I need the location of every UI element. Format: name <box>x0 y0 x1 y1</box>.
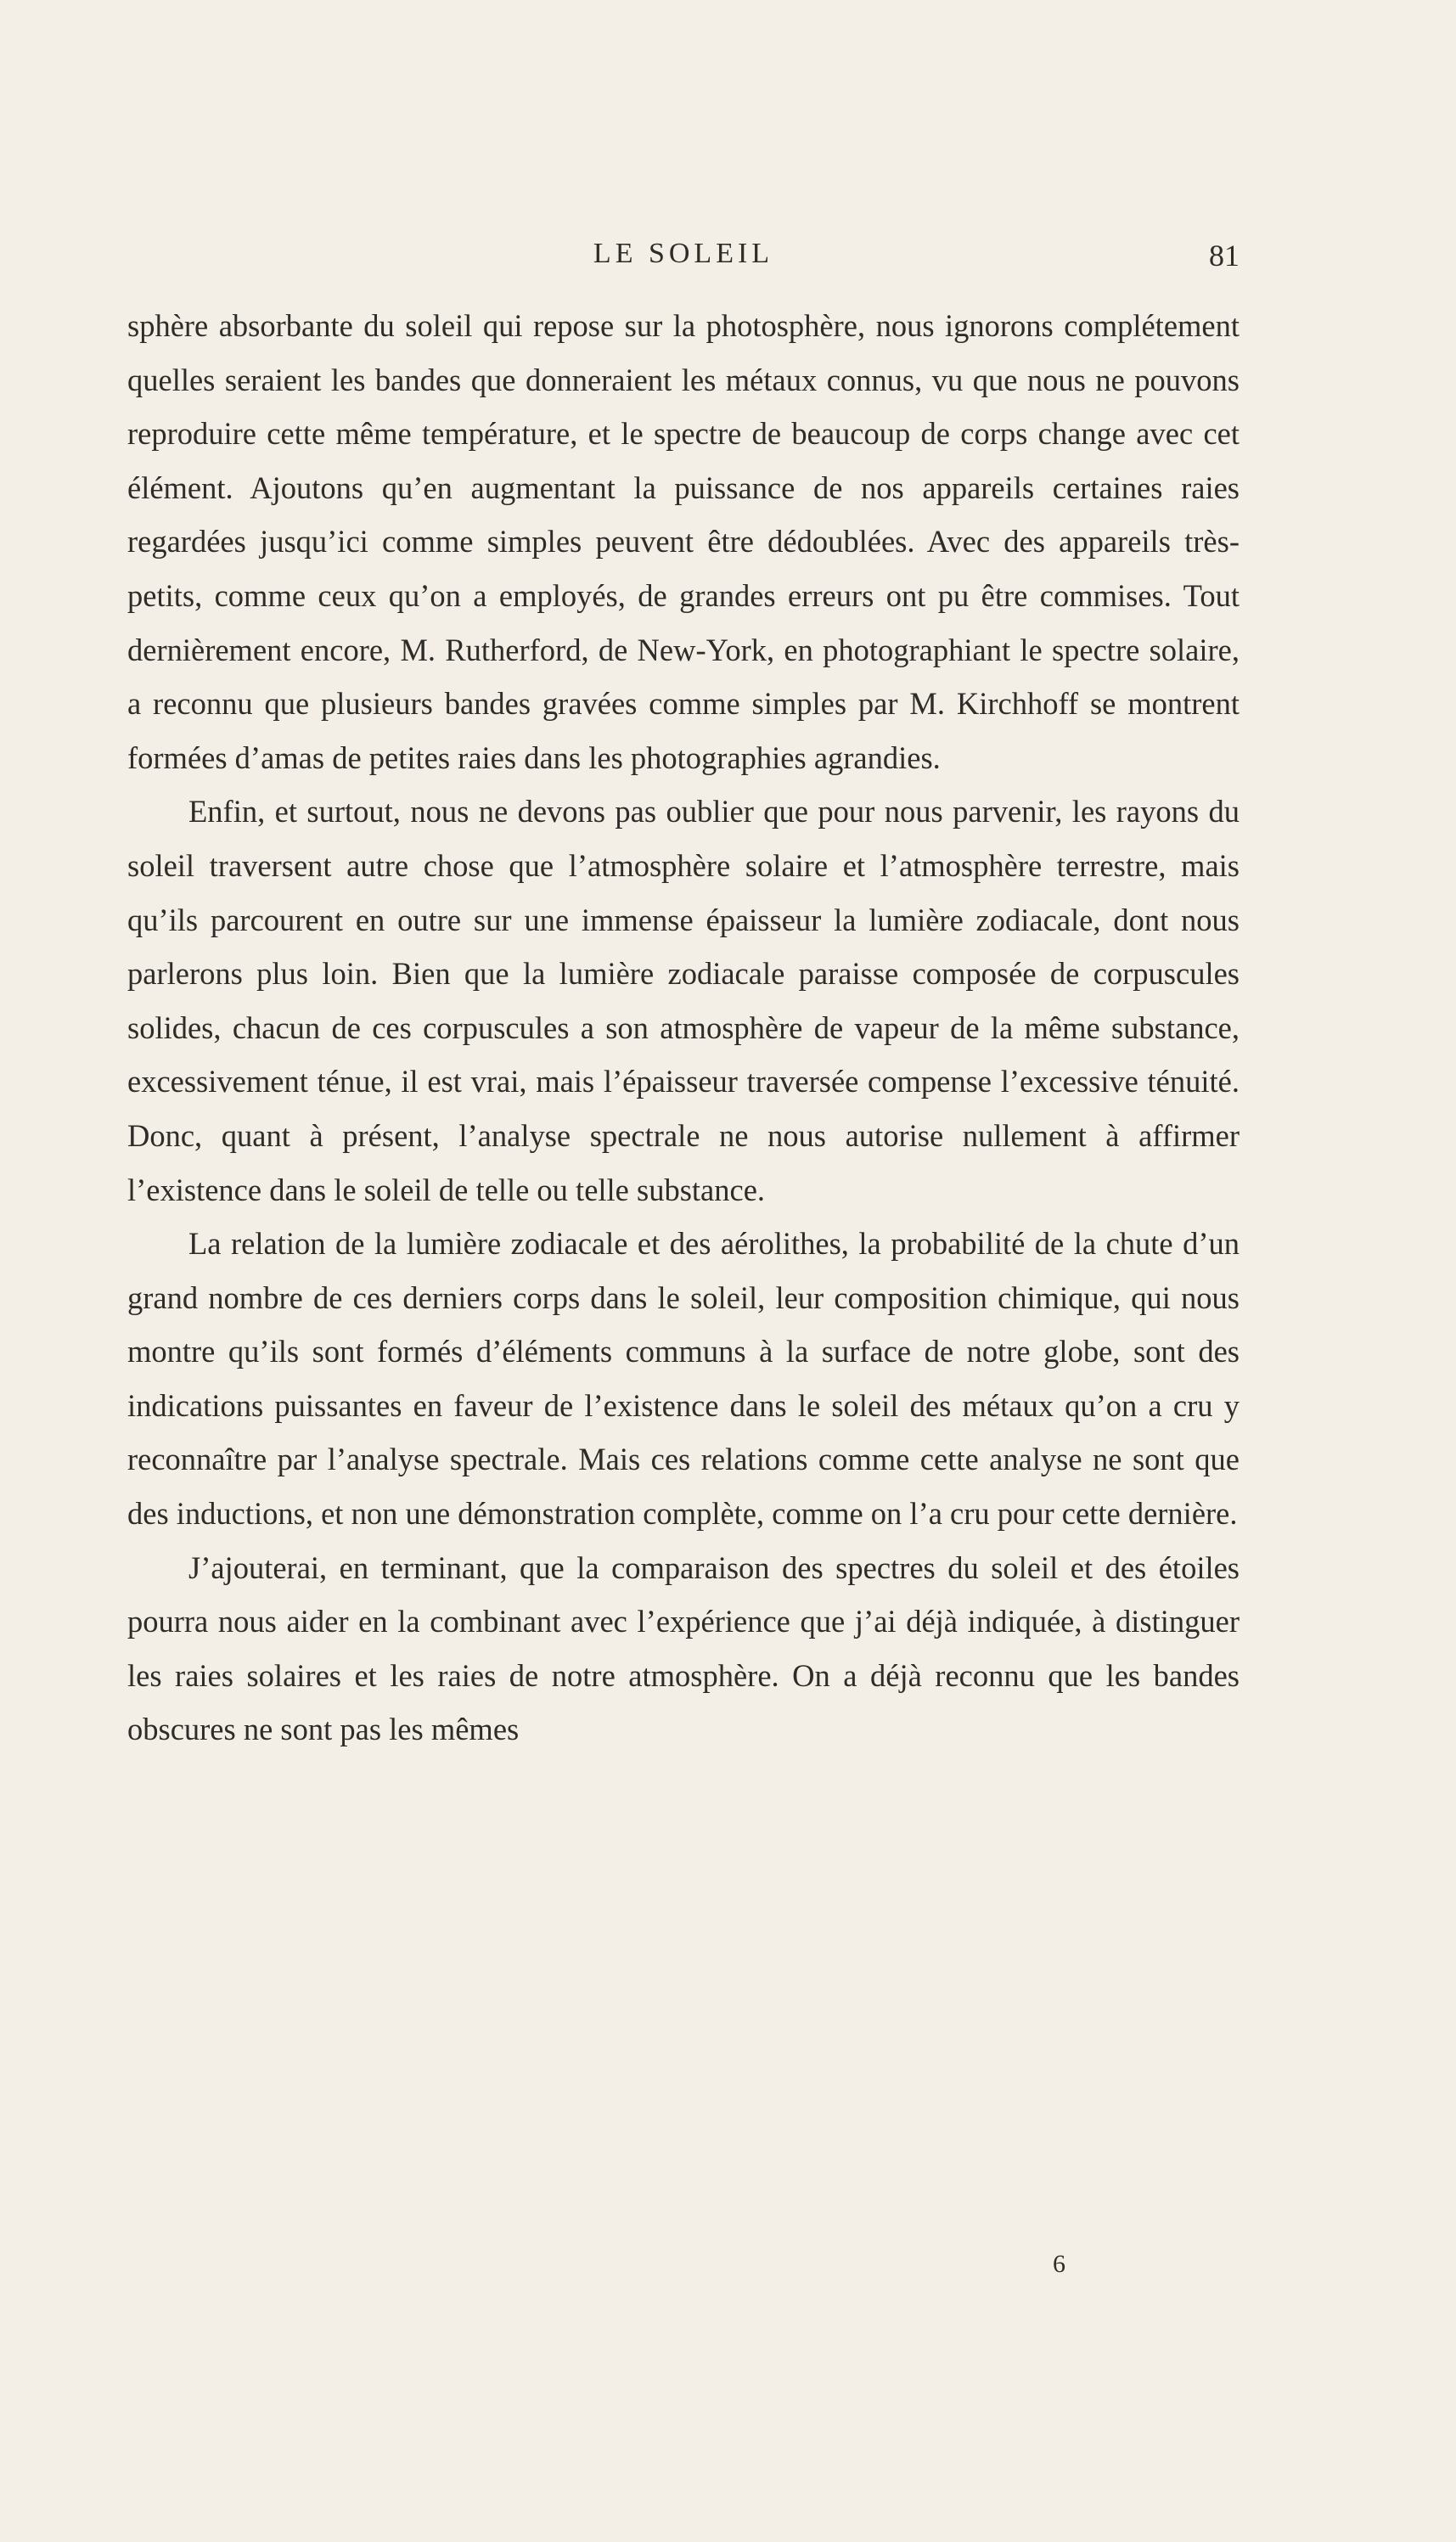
page-number: 81 <box>1209 239 1240 273</box>
signature-mark: 6 <box>1053 2250 1065 2278</box>
running-head <box>127 238 1240 278</box>
paragraph-relation: La relation de la lumière zodiacale et des aérolithes, la probabilité de la chute d’un grand nombre de ces derniers corps dans le soleil, leur composition chimique, qui nous montre qu’ils sont formés d’éléments communs à la surface de notre globe, sont des indications puissantes en faveur de l’existence dans le soleil des métaux qu’on a cru y reconnaître par l’analyse spectrale. Mais ces relations comme cette analyse ne sont que des inductions, et non une démonstration complète, comme on l’a cru pour cette dernière. <box>127 1226 1240 1532</box>
paragraph-enfin: Enfin, et surtout, nous ne devons pas oublier que pour nous parvenir, les rayons du soleil traversent autre chose que l’atmosphère solaire et l’atmosphère terrestre, mais qu’ils parcourent en outre sur une immense épaisseur la lumière zodiacale, dont nous parlerons plus loin. Bien que la lumière zodiacale paraisse composée de corpuscules solides, chacun de ces corpuscules a son atmosphère de vapeur de la même substance, excessivement ténue, il est vrai, mais l’épaisseur traversée compense l’excessive ténuité. Donc, quant à présent, l’analyse spectrale ne nous autorise nullement à affirmer l’existence dans le soleil de telle ou telle substance. <box>127 794 1240 1207</box>
paragraph-continuation: sphère absorbante du soleil qui repose sur la photosphère, nous ignorons complétement quelles seraient les bandes que donneraient les métaux connus, vu que nous ne pouvons reproduire cette même température, et le spectre de beaucoup de corps change avec cet élément. Ajoutons qu’en augmentant la puissance de nos appareils certaines raies regardées jusqu’ici comme simples peuvent être dédoublées. Avec des appareils très-petits, comme ceux qu’on a employés, de grandes erreurs ont pu être commises. Tout dernièrement encore, M. Rutherford, de New-York, en photographiant le spectre solaire, a reconnu que plusieurs bandes gravées comme simples par M. Kirchhoff se montrent formées d’amas de petites raies dans les photographies agrandies. <box>127 308 1240 775</box>
running-title: LE SOLEIL <box>593 238 774 269</box>
paragraph-conclusion: J’ajouterai, en terminant, que la comparaison des spectres du soleil et des étoiles pourra nous aider en la combinant avec l’expérience que j’ai déjà indiquée, à distinguer les raies solaires et les raies de notre atmosphère. On a déjà reconnu que les bandes obscures ne sont pas les mêmes <box>127 1549 1240 1747</box>
body-text <box>127 299 1240 1757</box>
